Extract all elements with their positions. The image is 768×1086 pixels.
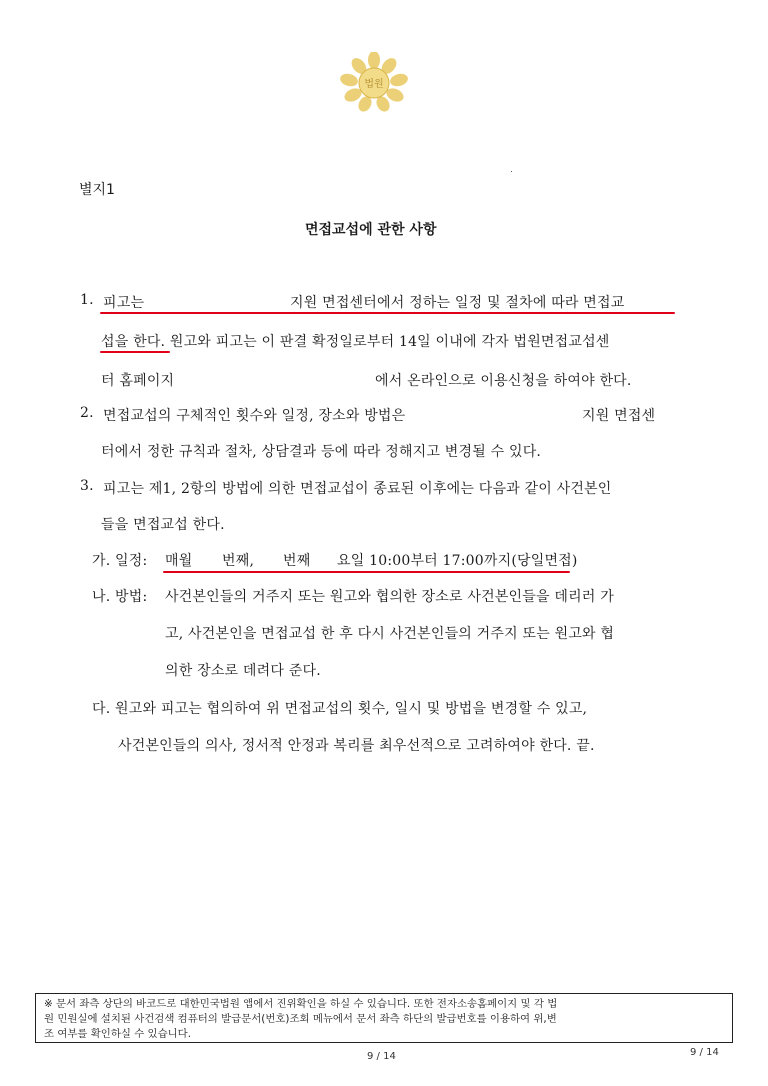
page-number-center: 9 / 14: [367, 1051, 396, 1062]
attachment-label: 별지1: [79, 182, 115, 198]
sub-na-line-1: 사건본인들의 거주지 또는 원고와 협의한 장소로 사건본인들을 데리러 가: [165, 589, 614, 605]
court-emblem-logo: [337, 52, 411, 112]
sub-da-line-2: 사건본인들의 의사, 정서적 안정과 복리를 최우선적으로 고려하여야 한다. 끝.: [118, 738, 595, 754]
sub-ga-label: 가. 일정:: [92, 553, 148, 569]
stray-mark: [511, 171, 512, 172]
item-1-line-2-underline: [100, 351, 170, 353]
emblem-text: 법원: [364, 79, 384, 90]
item-2-line-2: 터에서 정한 규칙과 절차, 상담결과 등에 따라 정해지고 변경될 수 있다.: [101, 444, 542, 460]
item-2-number: 2.: [80, 405, 94, 421]
page-number-right: 9 / 14: [690, 1047, 719, 1058]
notice-line-3: 조 여부를 확인하실 수 있습니다.: [44, 1028, 191, 1040]
item-2-text-b: 지원 면접센: [582, 408, 656, 424]
item-3-number: 3.: [80, 478, 94, 494]
sub-ga-week-2: 번째: [283, 553, 311, 569]
sub-ga-time: 요일 10:00부터 17:00까지(당일면접): [337, 553, 578, 569]
page-title: 면접교섭에 관한 사항: [305, 222, 437, 238]
item-1-line-3b: 에서 온라인으로 이용신청을 하여야 한다.: [375, 373, 632, 389]
sub-ga-underline: [163, 571, 570, 573]
item-1-text-b: 지원 면접센터에서 정하는 일정 및 절차에 따라 면접교: [290, 295, 625, 311]
notice-line-1: ※ 문서 좌측 상단의 바코드로 대한민국법원 앱에서 진위확인을 하실 수 있습니다. 또한 전자소송홈페이지 및 각 법: [44, 998, 558, 1010]
item-1-line-2: 섭을 한다. 원고와 피고는 이 판결 확정일로부터 14일 이내에 각자 법원면접교섭센: [101, 334, 610, 350]
sub-ga-month: 매월: [165, 553, 193, 569]
item-1-line-3a: 터 홈페이지: [101, 373, 175, 389]
item-3-line-2: 들을 면접교섭 한다.: [101, 517, 225, 533]
sub-na-line-3: 의한 장소로 데려다 준다.: [165, 663, 321, 679]
item-3-line-1: 피고는 제1, 2항의 방법에 의한 면접교섭이 종료된 이후에는 다음과 같이 사건본인: [103, 481, 612, 497]
sub-ga-week-1: 번째,: [222, 553, 255, 569]
sub-da-line-1: 다. 원고와 피고는 협의하여 위 면접교섭의 횟수, 일시 및 방법을 변경할 수 있고,: [92, 701, 588, 717]
sub-na-line-2: 고, 사건본인을 면접교섭 한 후 다시 사건본인들의 거주지 또는 원고와 협: [165, 626, 615, 642]
item-2-text-a: 면접교섭의 구체적인 횟수와 일정, 장소와 방법은: [103, 408, 406, 424]
item-1-number: 1.: [80, 292, 94, 308]
item-1-text-a: 피고는: [103, 295, 145, 311]
notice-line-2: 원 민원실에 설치된 사건검색 컴퓨터의 발급문서(번호)조회 메뉴에서 문서 좌측 하단의 발급번호를 이용하여 위,변: [44, 1013, 557, 1025]
item-1-underline: [100, 312, 675, 314]
verification-notice-box: [35, 993, 733, 1043]
sub-na-label: 나. 방법:: [92, 589, 148, 605]
